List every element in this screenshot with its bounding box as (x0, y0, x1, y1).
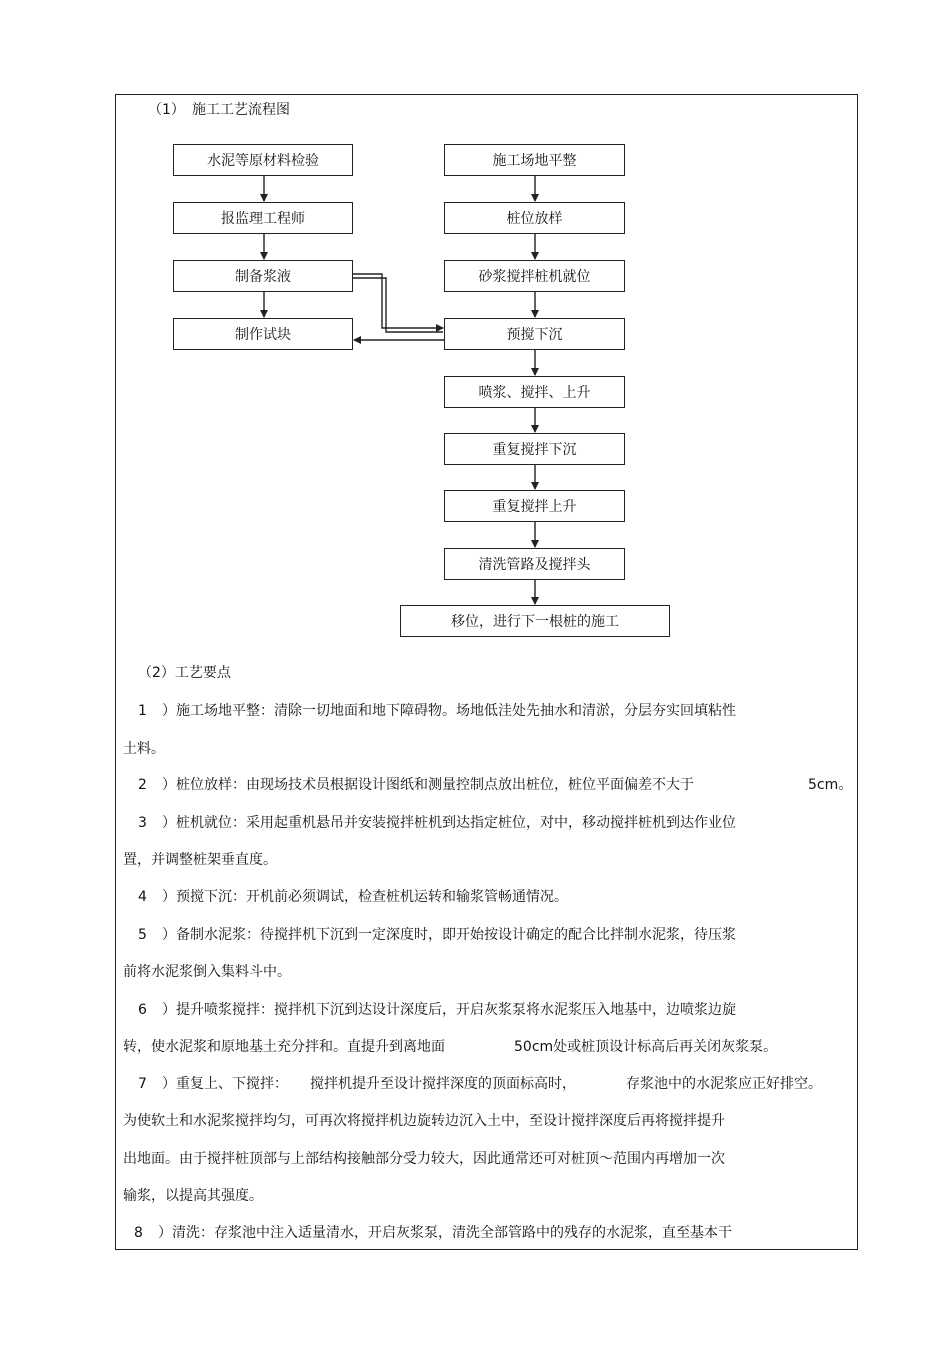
point-7-line-1c: 存浆池中的水泥浆应正好排空。 (626, 1076, 822, 1092)
point-1-line-1: ）施工场地平整：清除一切地面和地下障碍物。场地低洼处先抽水和清淤，分层夯实回填粘性 (162, 703, 736, 719)
point-2-line-1: ）桩位放样：由现场技术员根据设计图纸和测量控制点放出桩位，桩位平面偏差不大于 (162, 777, 694, 793)
point-2-tail: 5cm。 (808, 777, 853, 793)
flow-box-pre-mix-sink: 预搅下沉 (444, 318, 625, 350)
point-7-line-2: 为使软土和水泥浆搅拌均匀，可再次将搅拌机边旋转边沉入土中，至设计搅拌深度后再将搅拌提升 (123, 1113, 725, 1129)
point-6-line-2b: 50cm处或桩顶设计标高后再关闭灰浆泵。 (514, 1039, 778, 1055)
point-3-line-1: ）桩机就位：采用起重机悬吊并安装搅拌桩机到达指定桩位，对中，移动搅拌桩机到达作业位 (162, 815, 736, 831)
point-8-line-1: ）清洗：存浆池中注入适量清水，开启灰浆泵，清洗全部管路中的残存的水泥浆，直至基本干 (158, 1225, 732, 1241)
flow-box-rig-positioning: 砂浆搅拌桩机就位 (444, 260, 625, 292)
point-5-line-1: ）备制水泥浆：待搅拌机下沉到一定深度时，即开始按设计确定的配合比拌制水泥浆，待压浆 (162, 927, 736, 943)
point-5-line-2: 前将水泥浆倒入集料斗中。 (123, 964, 291, 980)
section1-title: 施工工艺流程图 (192, 102, 290, 118)
flow-box-site-leveling: 施工场地平整 (444, 144, 625, 176)
point-4-number: 4 (138, 889, 147, 905)
flow-box-report-supervisor: 报监理工程师 (173, 202, 353, 234)
point-7-line-4: 输浆，以提高其强度。 (123, 1188, 263, 1204)
flow-box-repeat-mix-sink: 重复搅拌下沉 (444, 433, 625, 465)
point-1-number: 1 (138, 703, 147, 719)
flow-box-repeat-mix-lift: 重复搅拌上升 (444, 490, 625, 522)
point-7-line-1b: 搅拌机提升至设计搅拌深度的顶面标高时， (310, 1076, 576, 1092)
flow-box-spray-mix-lift: 喷浆、搅拌、上升 (444, 376, 625, 408)
flow-box-prepare-slurry: 制备浆液 (173, 260, 353, 292)
point-6-line-1: ）提升喷浆搅拌：搅拌机下沉到达设计深度后，开启灰浆泵将水泥浆压入地基中，边喷浆边旋 (162, 1002, 736, 1018)
flow-box-clean-pipes: 清洗管路及搅拌头 (444, 548, 625, 580)
point-1-line-2: 土料。 (123, 741, 165, 757)
point-2-number: 2 (138, 777, 147, 793)
point-7-line-3: 出地面。由于搅拌桩顶部与上部结构接触部分受力较大，因此通常还可对桩顶～范围内再增加一次 (123, 1151, 725, 1167)
point-3-number: 3 (138, 815, 147, 831)
point-6-line-2a: 转，使水泥浆和原地基土充分拌和。直提升到离地面 (123, 1039, 445, 1055)
point-7-line-1a: ）重复上、下搅拌： (162, 1076, 288, 1092)
point-4-line-1: ）预搅下沉：开机前必须调试，检查桩机运转和输浆管畅通情况。 (162, 889, 568, 905)
point-3-line-2: 置，并调整桩架垂直度。 (123, 852, 277, 868)
point-5-number: 5 (138, 927, 147, 943)
flow-box-make-test-block: 制作试块 (173, 318, 353, 350)
point-8-number: 8 (134, 1225, 143, 1241)
section1-number: （1） (148, 102, 185, 118)
point-7-number: 7 (138, 1076, 147, 1092)
flow-box-move-next-pile: 移位，进行下一根桩的施工 (400, 605, 670, 637)
flow-box-pile-layout: 桩位放样 (444, 202, 625, 234)
section2-title: （2）工艺要点 (138, 665, 231, 681)
point-6-number: 6 (138, 1002, 147, 1018)
flow-box-material-inspection: 水泥等原材料检验 (173, 144, 353, 176)
